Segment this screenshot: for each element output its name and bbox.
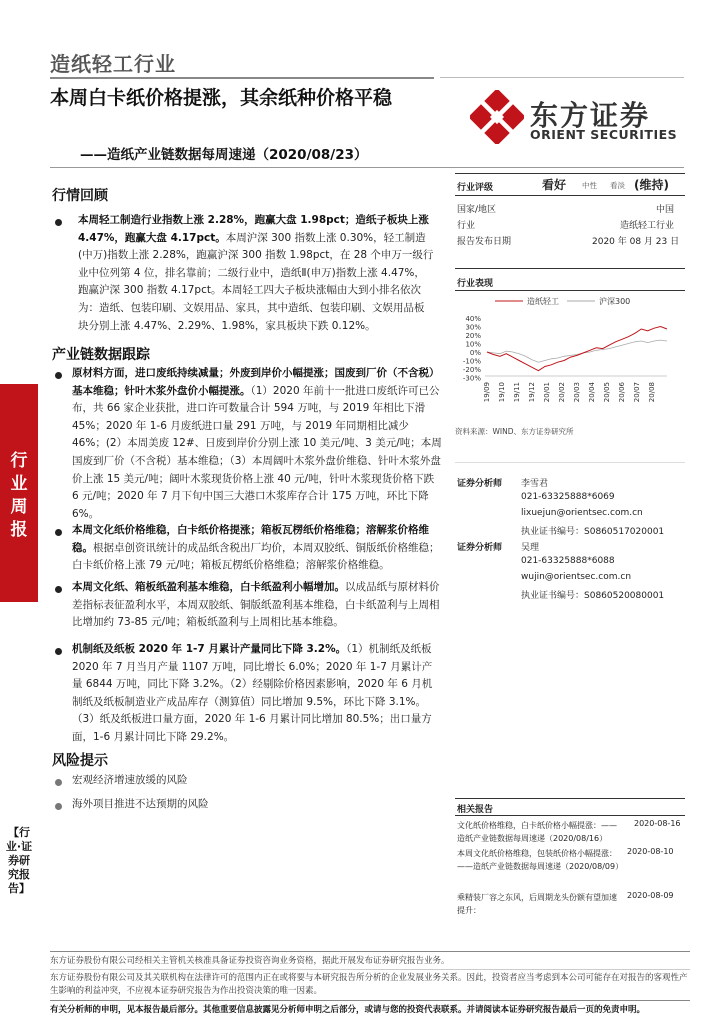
- chain-paragraph-2: [72, 522, 442, 575]
- y-tick-label: 0%: [469, 349, 481, 357]
- x-tick-label: 20/04: [588, 382, 596, 403]
- analyst-phone: 021-63325888*6088: [521, 556, 615, 566]
- logo-text-cn: 东方证券: [530, 99, 651, 132]
- header-divider-right: [440, 77, 684, 78]
- related-top-line: [455, 798, 685, 799]
- meta-value: 造纸轻工行业: [620, 221, 675, 231]
- x-tick-label: 19/09: [483, 382, 491, 403]
- related-heading: 相关报告: [457, 805, 494, 815]
- perf-sub-line: [455, 290, 685, 291]
- chain-text-2: 根据卓创资讯统计的成品纸含税出厂均价，本周双胶纸、铜版纸价格维稳；白卡纸价格上涨 79 元/吨；箱板瓦楞纸价格维稳；溶解浆价格维稳。: [72, 541, 440, 572]
- legend-label-2: 沪深300: [599, 297, 631, 306]
- analyst-email[interactable]: lixuejun@orientsec.com.cn: [521, 508, 643, 518]
- market-text: 本周沪深 300 指数上涨 0.30%，轻工制造(中万)指数上涨 2.28%，跑赢沪深 300 指数 1.98pct，在 28 个申万一级行业中位列第 4 位，排名靠前；二级行业中，造纸Ⅱ(申万)指数上涨 4.47%，跑赢沪深 300 指数 4.17pct。本周轻工四大子板块涨幅由大到小排名依次为：造纸、包装印刷、文娱用品、家具，其中造纸、包装印刷、文娱用品板块分别上涨 4.47%、2.29%、1.98%，家具板块下跌 0.12%。: [78, 231, 434, 332]
- x-tick-label: 20/03: [573, 382, 581, 403]
- footer-disclosure: 东方证券股份有限公司及其关联机构在法律许可的范围内正在或将要与本研究报告所分析的企业发展业务关系。因此，投资者应当考虑到本公司可能存在对报告的客观性产生影响的利益冲突，不应视本证券研究报告为作出投资决策的唯一因素。: [50, 973, 688, 996]
- analyst-role: 证券分析师: [457, 479, 503, 489]
- vertical-report-label: 【行业·证券研究报告】: [5, 826, 33, 895]
- perf-top-line: [455, 268, 685, 269]
- legend-label-1: 造纸轻工: [527, 297, 559, 306]
- y-tick-label: -30%: [462, 374, 481, 383]
- related-report-date: 2020-08-09: [627, 891, 674, 900]
- orient-logo-icon: [470, 90, 524, 144]
- meta-value: 中国: [656, 205, 675, 215]
- risk-item-2: 海外项目推进不达预期的风险: [72, 798, 209, 810]
- analyst-name: 李雪君: [521, 479, 549, 489]
- logo-text-en: ORIENT SECURITIES: [530, 127, 678, 142]
- title-divider: [50, 167, 684, 168]
- chart-source: 资料来源：WIND、东方证券研究所: [455, 427, 574, 436]
- bullet-dot: [55, 648, 62, 655]
- rating-option-bearish: 看淡: [610, 181, 625, 190]
- bullet-dot: [55, 779, 62, 786]
- related-sub-line: [455, 815, 685, 816]
- analyst-role: 证券分析师: [457, 543, 503, 553]
- rating-label: 行业评级: [457, 183, 494, 193]
- footer-statement: 有关分析师的申明，见本报告最后部分。其他重要信息披露见分析师申明之后部分，或请与您的投资代表联系。并请阅读本证券研究报告最后一页的免责申明。: [50, 1005, 646, 1015]
- market-paragraph: [78, 212, 434, 335]
- y-tick-label: 40%: [465, 315, 481, 323]
- related-report-link[interactable]: 本周文化纸价格维稳，包装纸价格小幅提涨：——造纸产业链数据每周速递（2020/08/09）: [457, 849, 624, 871]
- analyst-license: 执业证书编号：S0860517020001: [521, 527, 665, 537]
- meta-key: 国家/地区: [457, 205, 497, 215]
- related-report-date: 2020-08-10: [627, 847, 674, 856]
- footer-divider: [50, 969, 690, 970]
- chain-bold-4: 机制纸及纸板 2020 年 1-7 月累计产量同比下降 3.2%。: [72, 643, 347, 655]
- bullet-dot: [55, 586, 62, 593]
- risk-item-1: 宏观经济增速放缓的风险: [72, 774, 188, 786]
- rating-option-neutral: 中性: [582, 181, 597, 190]
- x-tick-label: 19/10: [498, 382, 506, 403]
- perf-chart: [455, 292, 685, 410]
- related-report-link[interactable]: 文化纸价格维稳，白卡纸价格小幅提涨：——造纸产业链数据每周速递（2020/08/16）: [457, 821, 617, 843]
- x-tick-label: 20/01: [543, 382, 551, 403]
- y-tick-label: -20%: [462, 366, 481, 374]
- series-hs300: [487, 340, 667, 362]
- section-market-review: 行情回顾: [52, 188, 108, 204]
- side-band-text: 行业周报: [10, 451, 28, 540]
- rating-keep: (维持): [634, 178, 669, 192]
- y-tick-label: -10%: [462, 357, 481, 366]
- bullet-dot: [55, 803, 62, 810]
- bullet-dot: [55, 372, 62, 379]
- meta-key: 报告发布日期: [457, 237, 512, 247]
- section-chain-data: 产业链数据跟踪: [52, 347, 150, 363]
- x-tick-label: 20/07: [633, 382, 641, 403]
- perf-chart-svg: [455, 292, 685, 410]
- analyst-email[interactable]: wujin@orientsec.com.cn: [521, 572, 632, 582]
- chain-paragraph-4: [72, 641, 442, 747]
- analyst-name: 吴理: [521, 543, 540, 553]
- footer-divider: [50, 951, 690, 952]
- rating-bottom-line: [455, 195, 685, 196]
- x-tick-label: 19/12: [528, 382, 536, 403]
- bullet-dot: [55, 219, 62, 226]
- chain-bold-2: 本周文化纸价格维稳，白卡纸价格提涨；箱板瓦楞纸价格维稳；溶解浆价格维稳。: [72, 524, 429, 554]
- chain-bold-3: 本周文化纸、箱板纸盈利基本维稳，白卡纸盈利小幅增加。: [72, 581, 345, 593]
- x-tick-label: 20/08: [648, 382, 656, 403]
- rating-value: 看好: [542, 178, 567, 192]
- header-divider: [50, 77, 434, 79]
- industry-label: 造纸轻工行业: [50, 52, 176, 76]
- x-tick-label: 20/02: [558, 382, 566, 403]
- chain-text-1: （1）2020 年前十一批进口废纸许可已公布，共 66 家企业获批，进口许可数量合计 594 万吨，与 2019 年相比下滑 45%；2020 年 1-6 月废纸进口量 291 万吨，与 2019 年同期相比减少 46%；(2）本周美废 12#、日废到岸价分别上涨 10 美元/吨、3 美元/吨；本周国废到厂价（不含税）基本维稳；（3）本周阔叶木浆外盘价维稳、针叶木浆外盘价上涨 15 美元/吨；阔叶木浆现货价格上涨 40 元/吨，针叶木浆现货价格下跌 6 元/吨；2020 年 7 月下旬中国三大港口木浆库存合计 175 万吨，环比下降 6%。: [72, 384, 442, 520]
- chain-bold-1: 原材料方面，进口废纸持续减量；外废到岸价小幅提涨；国废到厂价（不含税）基本维稳；针叶木浆外盘价小幅提涨。: [72, 367, 440, 397]
- meta-key: 行业: [457, 221, 476, 231]
- chain-text-3: 以成品纸与原材料价差指标表征盈利水平，本周双胶纸、铜版纸盈利基本维稳，白卡纸盈利与上周相比增加约 73-85 元/吨；箱板纸盈利与上周相比基本维稳。: [72, 581, 440, 629]
- footer-divider: [50, 1000, 690, 1001]
- x-tick-label: 20/06: [618, 382, 626, 403]
- y-tick-label: 20%: [465, 332, 481, 340]
- perf-heading: 行业表现: [457, 279, 494, 289]
- series-paper-light-industry: [487, 327, 667, 371]
- chain-paragraph-1: [72, 365, 442, 523]
- y-tick-label: 10%: [465, 340, 481, 349]
- meta-value: 2020 年 08 月 23 日: [592, 237, 680, 247]
- analyst-divider: [455, 462, 685, 463]
- section-risk: 风险提示: [52, 753, 108, 769]
- page-subtitle: ——造纸产业链数据每周速递（2020/08/23）: [80, 147, 368, 163]
- related-report-link[interactable]: 乘精装厂容之东风，后周期龙头份额有望加速提升：: [457, 893, 617, 915]
- market-bold: 本周轻工制造行业指数上涨 2.28%，跑赢大盘 1.98pct；造纸子板块上涨 4.47%，跑赢大盘 4.17pct。: [78, 214, 429, 244]
- y-tick-label: 30%: [465, 323, 481, 332]
- chain-paragraph-3: [72, 579, 442, 632]
- related-report-date: 2020-08-16: [634, 819, 681, 828]
- rating-top-line: [455, 173, 685, 174]
- page-title: 本周白卡纸价格提涨，其余纸种价格平稳: [50, 87, 393, 109]
- footer-qualification: 东方证券股份有限公司经相关主管机关核准具备证券投资咨询业务资格，据此开展发布证券研究报告业务。: [50, 956, 450, 966]
- analyst-license: 执业证书编号：S0860520080001: [521, 591, 665, 601]
- x-tick-label: 19/11: [513, 382, 521, 403]
- x-tick-label: 20/05: [603, 382, 611, 403]
- chain-text-4: （1）机制纸及纸板 2020 年 7 月当月产量 1107 万吨，同比增长 6.0%；2020 年 1-7 月累计产量 6844 万吨，同比下降 3.2%。（2）经剔除价格因素影响，2020 年 6 月机制纸及纸板制造业产成品库存（测算值）同比增加 9.5%，环比下降 3.1%。（3）纸及纸板进口量方面，2020 年 1-6 月累计同比增加 80.5%；出口量方面，1-6 月累计同比下降 29.2%。: [72, 643, 433, 743]
- analyst-phone: 021-63325888*6069: [521, 492, 615, 502]
- bullet-dot: [55, 529, 62, 536]
